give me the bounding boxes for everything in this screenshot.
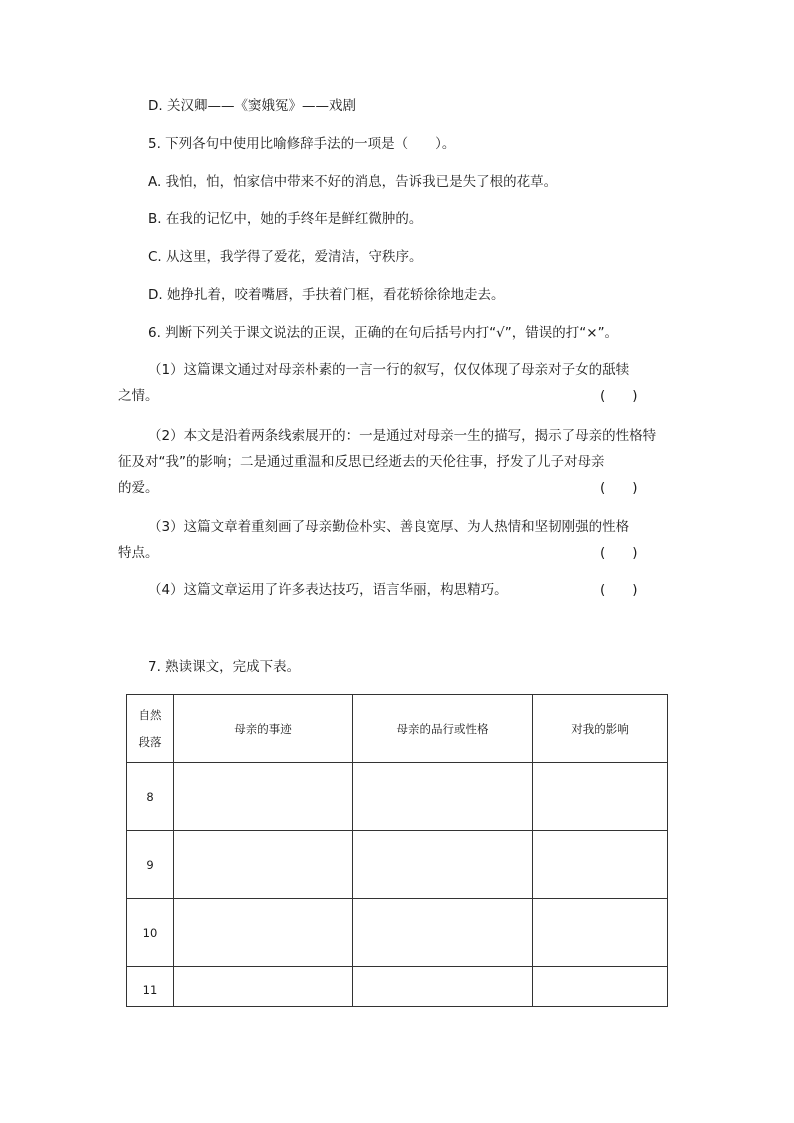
table-row xyxy=(127,763,668,831)
cell-influence-input[interactable] xyxy=(533,831,668,899)
q6-item-2-line3: 的爱。 xyxy=(118,480,159,496)
header-mother-deeds: 母亲的事迹 xyxy=(174,695,353,763)
row-paragraph-number: 11 xyxy=(127,967,174,1007)
q5-option-a: A. 我怕，怕，怕家信中带来不好的消息，告诉我已是失了根的花草。 xyxy=(148,174,558,190)
table-row xyxy=(127,899,668,967)
q5-option-d: D. 她挣扎着，咬着嘴唇，手扶着门框，看花轿徐徐地走去。 xyxy=(148,287,505,303)
q6-item-2-line2: 征及对“我”的影响；二是通过重温和反思已经逝去的天伦往事，抒发了儿子对母亲 xyxy=(118,454,605,470)
q6-item-3-answer-blank[interactable]: ( ) xyxy=(600,545,638,561)
q6-item-4-answer-blank[interactable]: ( ) xyxy=(600,582,638,598)
q6-item-4-line1: （4）这篇文章运用了许多表达技巧，语言华丽，构思精巧。 xyxy=(148,582,508,598)
cell-deeds-input[interactable] xyxy=(174,967,353,1007)
header-paragraph xyxy=(127,695,174,763)
header-paragraph-line2: 段落 xyxy=(138,734,162,749)
header-mother-character: 母亲的品行或性格 xyxy=(353,695,533,763)
q5-option-c: C. 从这里，我学得了爱花，爱清洁，守秩序。 xyxy=(148,249,423,265)
q6-item-3-line1: （3）这篇文章着重刻画了母亲勤俭朴实、善良宽厚、为人热情和坚韧刚强的性格 xyxy=(148,519,630,535)
cell-character-input[interactable] xyxy=(353,899,533,967)
cell-influence-input[interactable] xyxy=(533,899,668,967)
table-row xyxy=(127,831,668,899)
header-paragraph-line1: 自然 xyxy=(138,707,162,722)
table-header-row xyxy=(127,695,668,763)
q6-item-3-line2: 特点。 xyxy=(118,545,159,561)
cell-character-input[interactable] xyxy=(353,763,533,831)
q5-stem: 5. 下列各句中使用比喻修辞手法的一项是（ ）。 xyxy=(148,136,456,152)
cell-character-input[interactable] xyxy=(353,967,533,1007)
cell-influence-input[interactable] xyxy=(533,763,668,831)
cell-character-input[interactable] xyxy=(353,831,533,899)
q5-option-b: B. 在我的记忆中，她的手终年是鲜红微肿的。 xyxy=(148,211,423,227)
q6-item-1-line2: 之情。 xyxy=(118,388,159,404)
q7-table xyxy=(126,694,668,1007)
header-influence-on-me: 对我的影响 xyxy=(533,695,668,763)
cell-deeds-input[interactable] xyxy=(174,899,353,967)
q7-stem: 7. 熟读课文，完成下表。 xyxy=(148,659,301,675)
q6-item-1-answer-blank[interactable]: ( ) xyxy=(600,388,638,404)
cell-deeds-input[interactable] xyxy=(174,831,353,899)
table-row xyxy=(127,967,668,1007)
cell-influence-input[interactable] xyxy=(533,967,668,1007)
q6-stem: 6. 判断下列关于课文说法的正误，正确的在句后括号内打“√”，错误的打“×”。 xyxy=(148,325,619,341)
row-paragraph-number: 8 xyxy=(127,763,174,831)
q4-option-d: D. 关汉卿——《窦娥冤》——戏剧 xyxy=(148,98,356,114)
q6-item-1-line1: （1）这篇课文通过对母亲朴素的一言一行的叙写，仅仅体现了母亲对子女的舐犊 xyxy=(148,362,630,378)
q6-item-2-answer-blank[interactable]: ( ) xyxy=(600,480,638,496)
row-paragraph-number: 10 xyxy=(127,899,174,967)
row-paragraph-number: 9 xyxy=(127,831,174,899)
cell-deeds-input[interactable] xyxy=(174,763,353,831)
q6-item-2-line1: （2）本文是沿着两条线索展开的：一是通过对母亲一生的描写，揭示了母亲的性格特 xyxy=(148,428,657,444)
